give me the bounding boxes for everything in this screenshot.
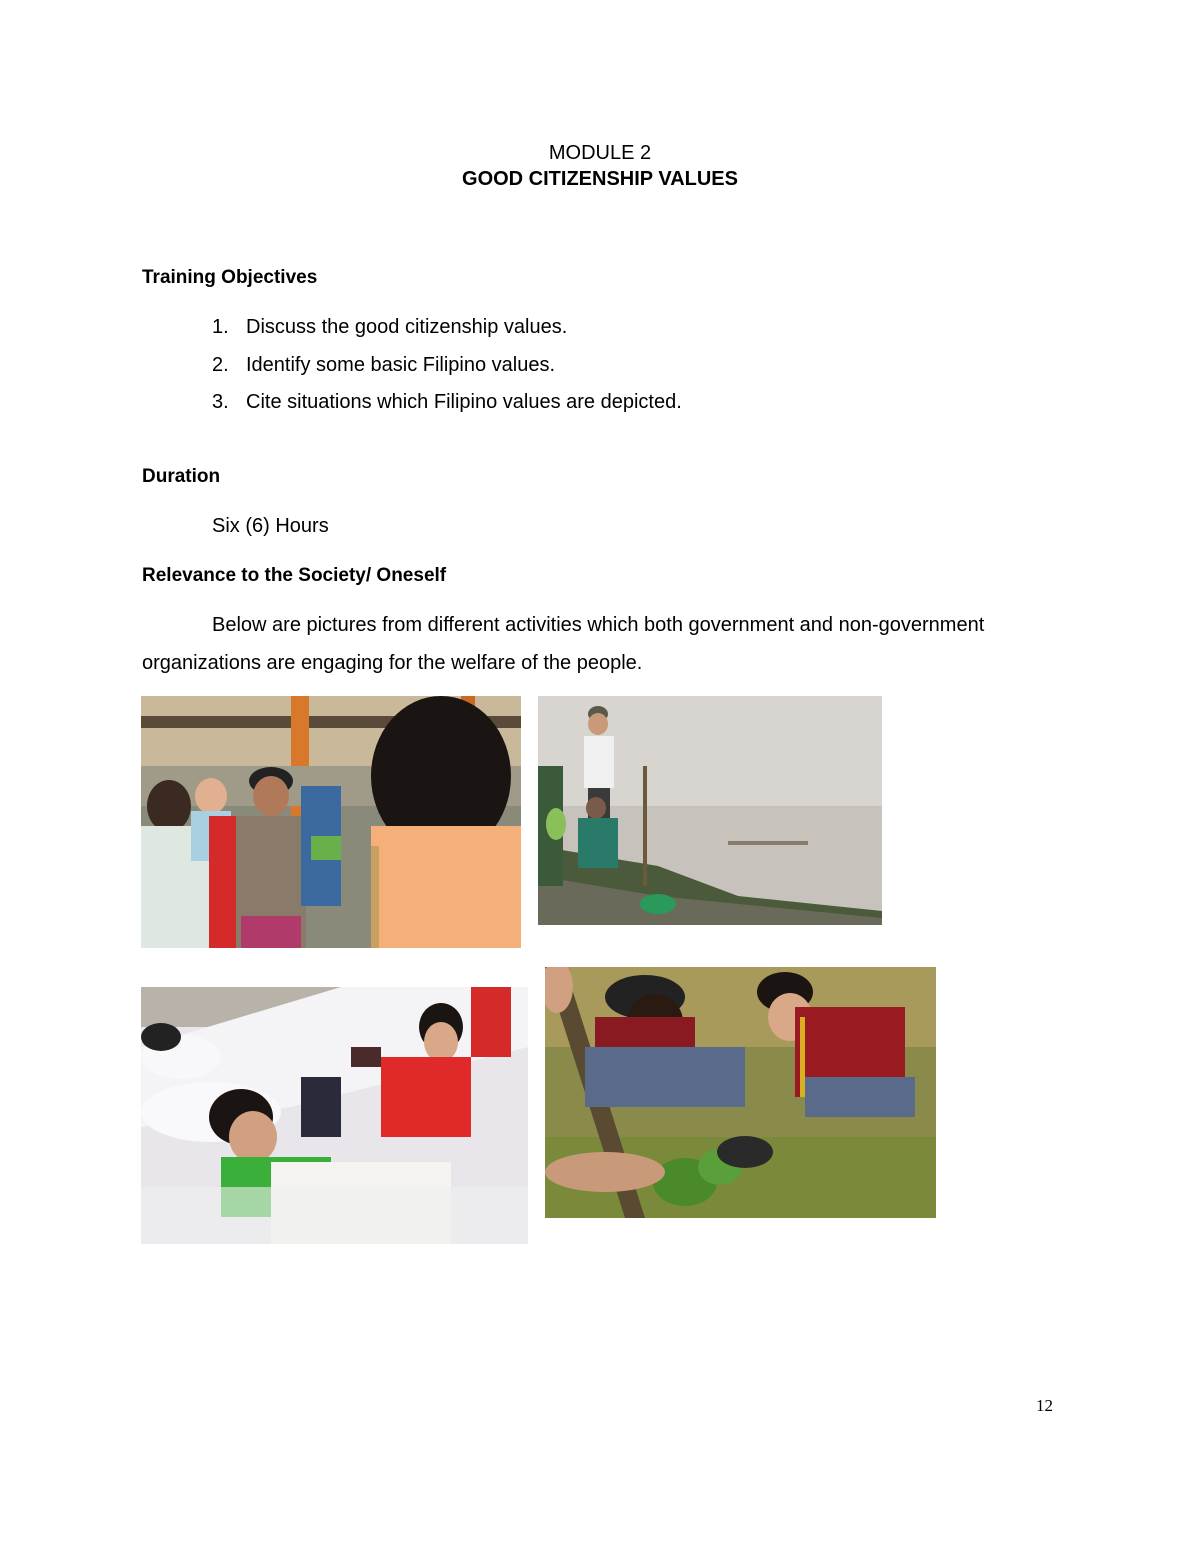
- module-title: GOOD CITIZENSHIP VALUES: [462, 168, 738, 190]
- photo-relief-distribution: [141, 696, 521, 948]
- objective-number: 1.: [212, 316, 229, 338]
- objective-number: 3.: [212, 391, 229, 413]
- photo-coastal-cleanup: [538, 696, 882, 925]
- objective-number: 2.: [212, 354, 229, 376]
- objective-item: [212, 391, 682, 414]
- objectives-heading: Training Objectives: [142, 267, 318, 288]
- relevance-paragraph-line1: Below are pictures from different activities which both government and non-government: [212, 614, 985, 636]
- objective-text: Identify some basic Filipino values.: [246, 354, 556, 376]
- duration-heading: Duration: [142, 466, 221, 487]
- relevance-heading: Relevance to the Society/ Oneself: [142, 565, 447, 586]
- objective-text: Discuss the good citizenship values.: [246, 316, 568, 338]
- relevance-paragraph-line2: organizations are engaging for the welfare of the people.: [142, 652, 643, 674]
- photo-blood-donation: [141, 987, 528, 1244]
- page-number: 12: [1036, 1396, 1053, 1415]
- module-label: MODULE 2: [548, 142, 652, 164]
- duration-text: Six (6) Hours: [212, 515, 329, 537]
- objective-text: Cite situations which Filipino values are depicted.: [246, 391, 682, 413]
- objective-item: [212, 316, 567, 339]
- objective-item: [212, 354, 555, 377]
- photo-tree-planting: [545, 967, 936, 1218]
